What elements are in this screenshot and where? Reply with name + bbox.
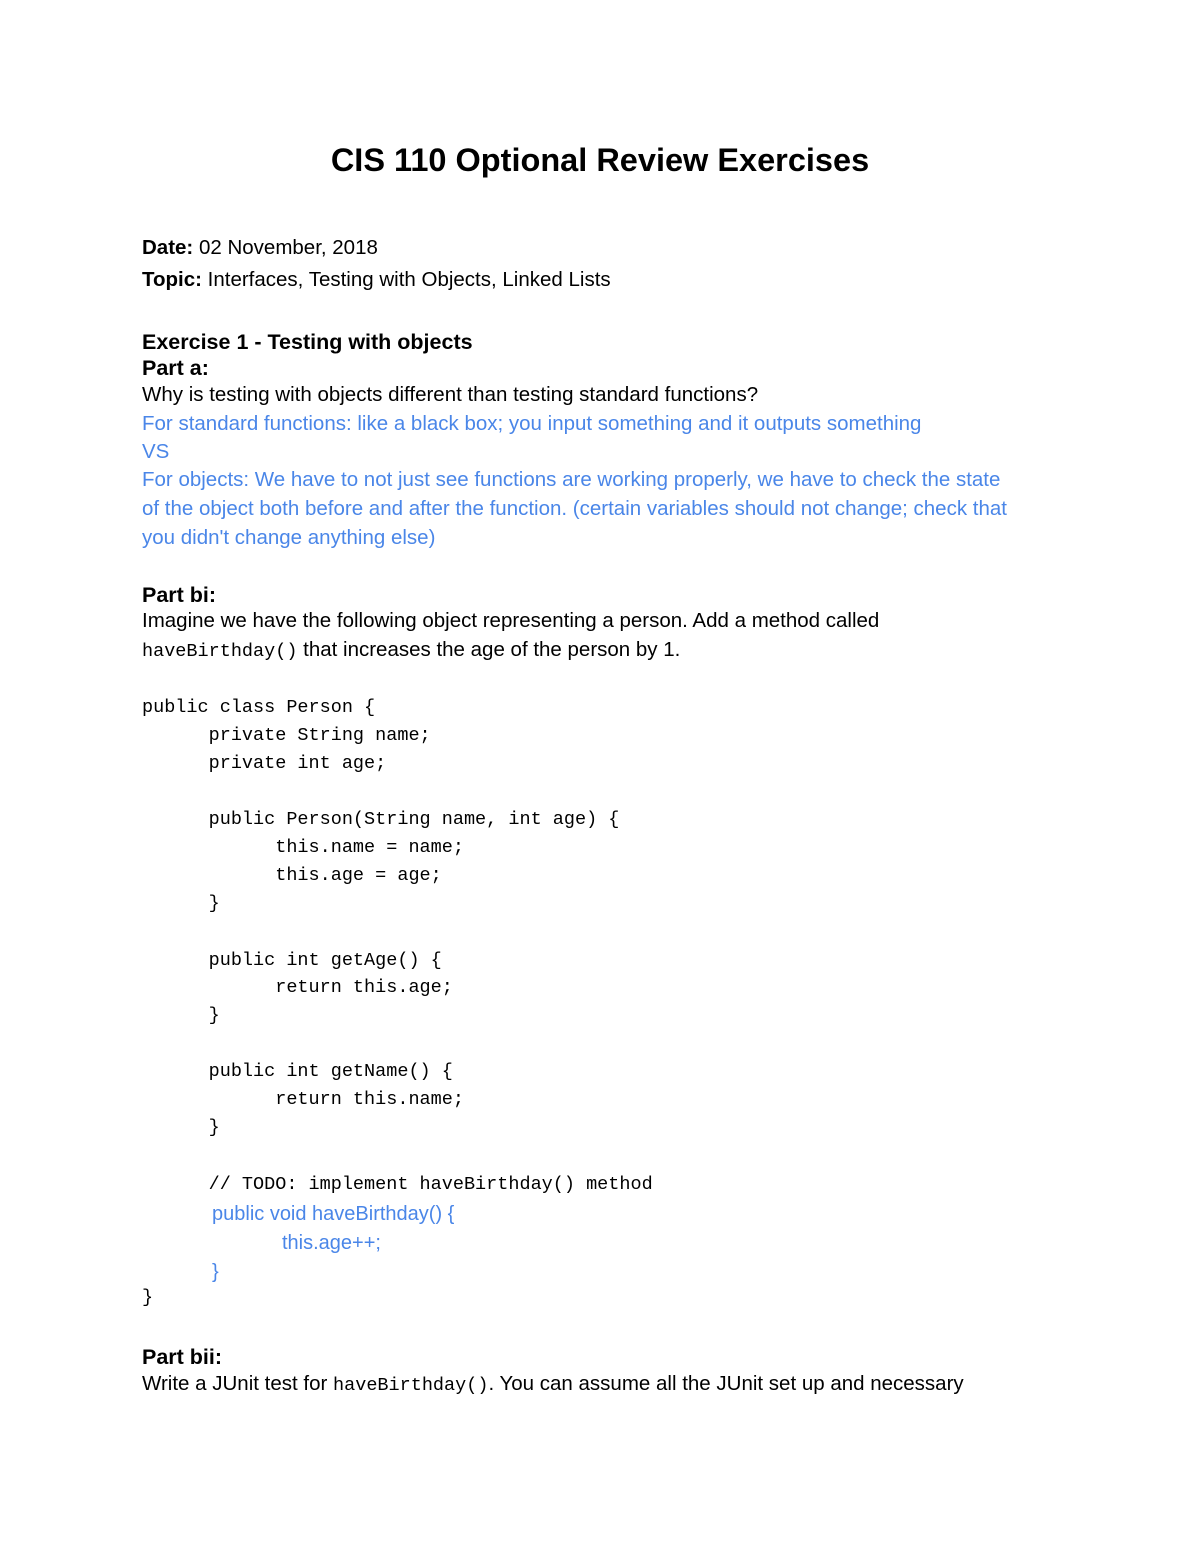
part-bi-prompt-rest: that increases the age of the person by 1. [297,638,681,661]
part-a-answer-line: you didn't change anything else) [142,526,436,549]
date-line [142,235,378,261]
part-bii-prompt-start: Write a JUnit test for [142,1372,334,1395]
code-line: public int getName() { [142,1061,453,1082]
page-title: CIS 110 Optional Review Exercises [330,142,870,178]
code-line: } [142,893,220,914]
code-line: return this.age; [142,977,453,998]
part-a-answer-line: For objects: We have to not just see functions are working properly, we have to check the state [142,468,1001,491]
date-value: 02 November, 2018 [193,236,378,259]
inline-code: haveBirthday() [142,641,298,662]
code-closing-brace: } [142,1287,154,1308]
code-line: return this.name; [142,1089,464,1110]
topic-label: Topic: [142,268,202,291]
answer-code-line: this.age++; [282,1232,381,1254]
part-a-answer-line: VS [142,440,170,463]
answer-code-line: public void haveBirthday() { [212,1203,455,1225]
code-line: } [142,1005,220,1026]
part-bi-label: Part bi: [142,583,217,607]
code-line: public Person(String name, int age) { [142,809,620,830]
topic-value: Interfaces, Testing with Objects, Linked Lists [201,268,611,291]
inline-code: haveBirthday() [333,1375,489,1396]
code-line: private String name; [142,725,431,746]
code-line: this.name = name; [142,837,464,858]
code-comment: // TODO: implement haveBirthday() method [142,1174,653,1195]
part-bii-label: Part bii: [142,1345,223,1369]
part-a-answer-line: For standard functions: like a black box; you input something and it outputs something [142,412,922,435]
part-a-label: Part a: [142,356,209,380]
part-bi-prompt-line1: Imagine we have the following object representing a person. Add a method called [142,609,880,632]
code-line: public int getAge() { [142,950,442,971]
code-line: } [142,1117,220,1138]
part-bi-prompt-line2 [142,637,680,665]
part-bii-prompt [142,1371,964,1399]
part-a-question: Why is testing with objects different than testing standard functions? [142,383,759,406]
part-bii-prompt-end: . You can assume all the JUnit set up and necessary [488,1372,964,1395]
part-a-answer-line: of the object both before and after the function. (certain variables should not change; check that [142,497,1007,520]
exercise-1-heading: Exercise 1 - Testing with objects [142,330,473,354]
code-line: this.age = age; [142,865,442,886]
date-label: Date: [142,236,194,259]
code-line: public class Person { [142,697,376,718]
code-line: private int age; [142,753,387,774]
answer-code-line: } [212,1261,219,1283]
topic-line [142,267,611,293]
